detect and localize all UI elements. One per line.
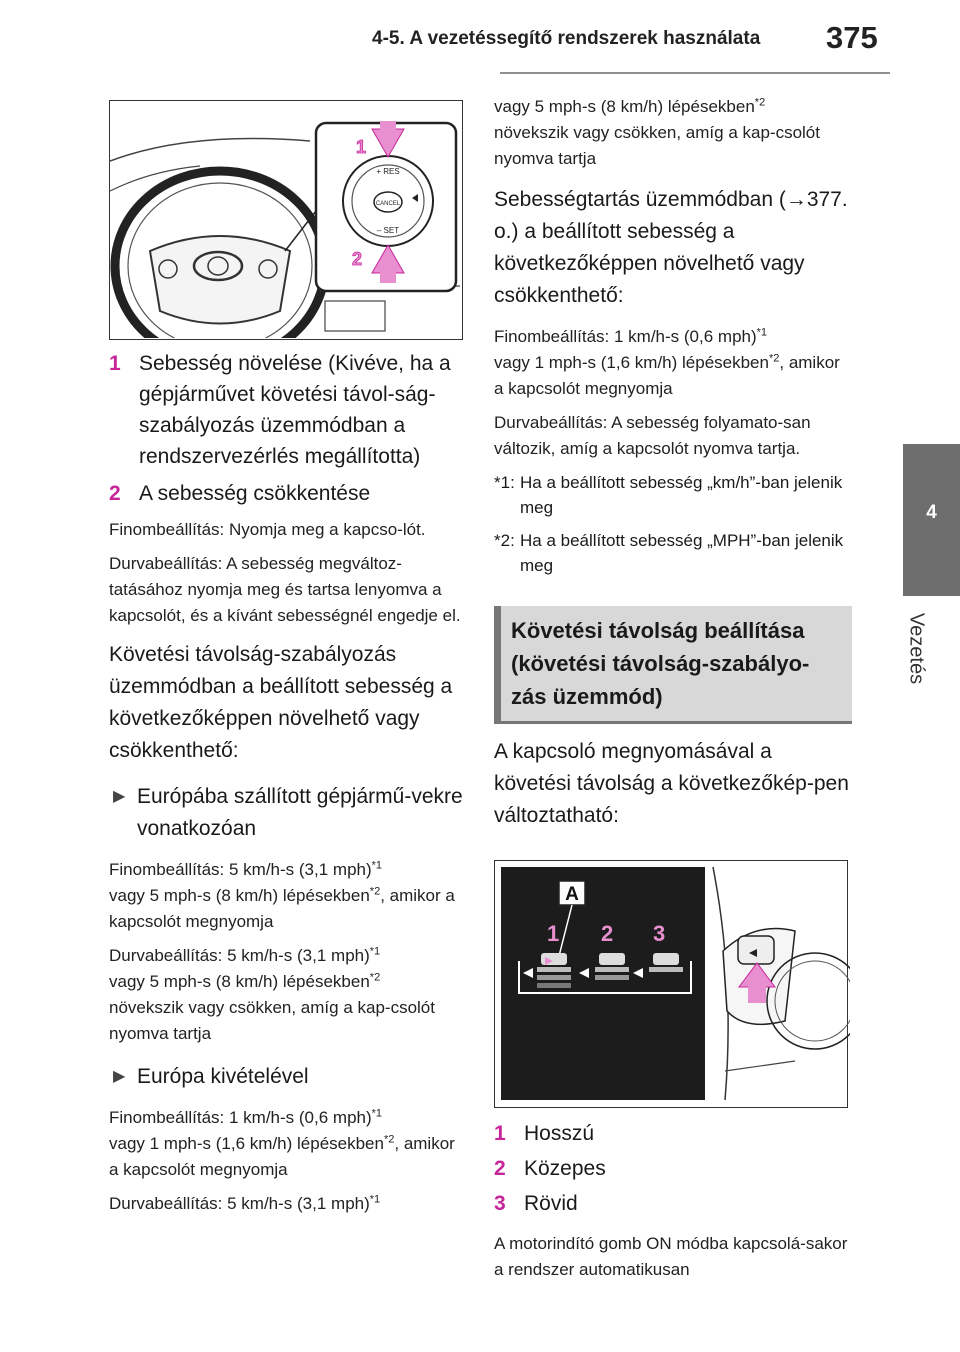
paragraph: A motorindító gomb ON módba kapcsolá-sakor a rendszer automatikusan [494,1234,848,1279]
list-item [109,478,463,509]
triangle-bullet-icon: ▶ [113,788,126,805]
steering-wheel-figure [109,100,463,340]
footnote-mark: *1: [494,473,515,492]
item-text: A sebesség csökkentése [139,482,371,505]
header-divider [500,72,890,74]
label-a: A [565,884,579,905]
bullet-text: Európába szállított gépjármű-vekre vonatkozóan [137,785,463,840]
list-item [494,1153,852,1184]
bullet-item [109,1061,463,1093]
paragraph: Durvabeállítás: A sebesség folyamato-san változik, amíg a kapcsolót nyomva tartja. [494,413,811,458]
list-item [494,1118,852,1149]
distance-3-label: 3 [653,921,666,946]
triangle-bullet-icon: ▶ [113,1068,126,1085]
left-column [109,100,463,1217]
page-number: 375 [826,20,878,55]
footnote-mark: *2: [494,531,515,550]
bullet-text: Európa kivételével [137,1065,309,1088]
paragraph: vagy 5 mph-s (8 km/h) lépésekben$^{*2}$ növekszik vagy csökken, amíg a kap-csolót nyomva tartja [494,96,820,168]
callout-1: 1 [356,137,367,157]
paragraph: Finombeállítás: 5 km/h-s (3,1 mph)$^{*1}$ vagy 5 mph-s (8 km/h) lépésekben$^{*2}$, amikor a kapcsolót megnyomja [109,859,455,931]
steering-wheel-illustration [110,101,461,338]
paragraph: Finombeállítás: 1 km/h-s (0,6 mph)$^{*1}$ vagy 1 mph-s (1,6 km/h) lépésekben$^{*2}$, amikor a kapcsolót megnyomja [109,1107,455,1179]
section-heading: Követési távolság beállítása (követési távolság-szabályo-zás üzemmód) [494,606,852,724]
chapter-label-text: Vezetés [905,612,928,685]
item-number: 3 [494,1192,506,1215]
chapter-label [904,606,928,690]
car-short-icon [649,953,683,972]
item-number: 2 [494,1157,506,1180]
paragraph: Sebességtartás üzemmódban (→377. o.) a beállított sebesség a következőképpen növelhető vagy csökkenthető: [494,188,848,307]
footnote [494,528,852,578]
paragraph: Finombeállítás: Nyomja meg a kapcso-lót. [109,520,426,539]
list-item [109,348,463,472]
footnote-text: Ha a beállított sebesség „km/h”-ban jelenik meg [520,473,843,517]
distance-switch-illustration [495,861,850,1106]
callout-2: 2 [352,249,363,269]
paragraph: A kapcsoló megnyomásával a követési távolság a következőkép-pen változtatható: [494,740,849,827]
chapter-number: 4 [926,502,937,523]
distance-2-label: 2 [601,921,614,946]
bullet-item [109,781,463,845]
distance-switch-figure [494,860,848,1108]
set-label: – SET [376,226,400,235]
item-number: 1 [494,1122,506,1145]
paragraph: Durvabeállítás: 5 km/h-s (3,1 mph)$^{*1}$ [109,1193,381,1213]
paragraph: Durvabeállítás: 5 km/h-s (3,1 mph)$^{*1}$ vagy 5 mph-s (8 km/h) lépésekben$^{*2}$ növekszik vagy csökken, amíg a kap-csolót nyomva tartja [109,945,435,1043]
paragraph: Finombeállítás: 1 km/h-s (0,6 mph)$^{*1}$ vagy 1 mph-s (1,6 km/h) lépésekben$^{*2}$, amikor a kapcsolót megnyomja [494,326,840,398]
footnote [494,470,852,520]
distance-1-label: 1 [547,921,560,946]
item-text: Közepes [524,1157,606,1180]
item-text: Sebesség növelése (Kivéve, ha a gépjárművet követési távol-ság-szabályozás üzemmódban a rendszervezérlés megállította) [139,352,451,468]
item-text: Rövid [524,1192,578,1215]
right-column [494,94,852,1283]
item-number: 2 [109,482,121,505]
paragraph: Durvabeállítás: A sebesség megváltoz-tatásához nyomja meg és tartsa lenyomva a kapcsolót, és a kívánt sebességnél engedje el. [109,554,461,625]
res-label: + RES [376,167,400,176]
header-title: 4-5. A vezetéssegítő rendszerek használata [372,28,761,49]
footnote-text: Ha a beállított sebesség „MPH”-ban jelenik meg [520,531,844,575]
cancel-label: CANCEL [375,201,401,207]
item-text: Hosszú [524,1122,595,1145]
list-item [494,1188,852,1219]
chapter-tab [903,444,960,596]
paragraph: Követési távolság-szabályozás üzemmódban a beállított sebesség a következőképpen növelhető vagy csökkenthető: [109,643,453,762]
item-number: 1 [109,352,121,375]
